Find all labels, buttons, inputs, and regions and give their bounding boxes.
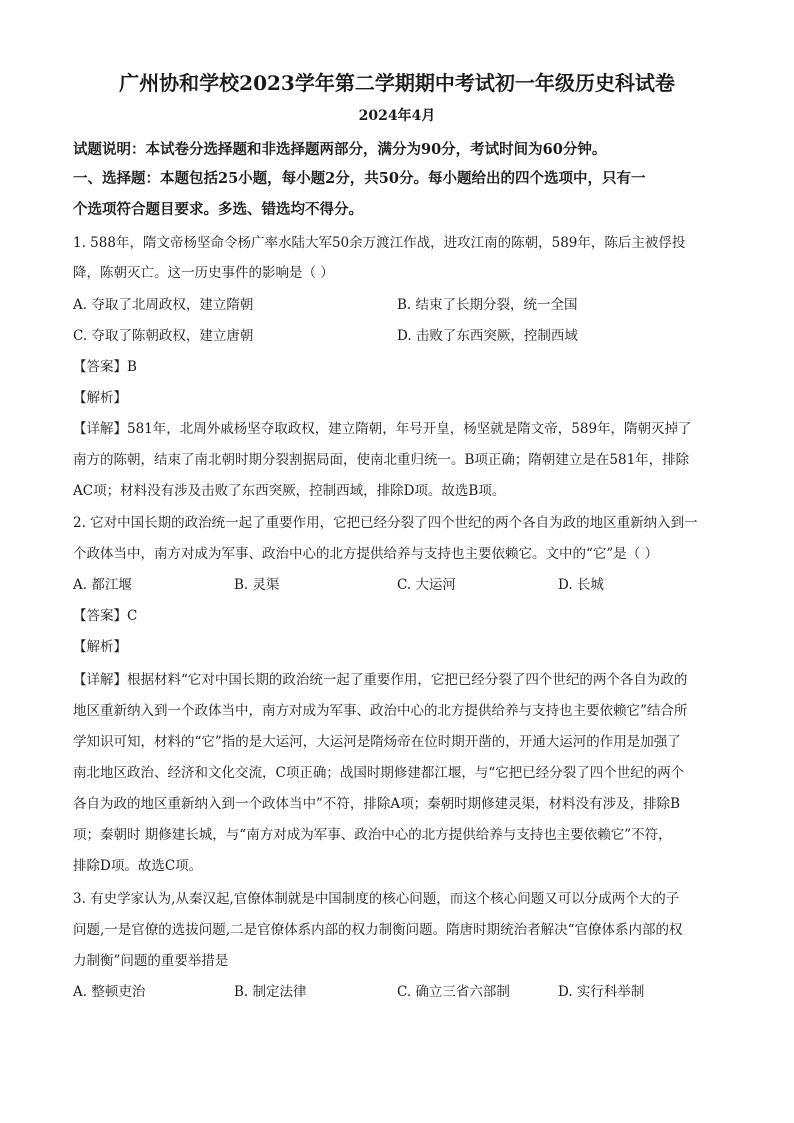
q3-option-a: A. 整顿吏治: [73, 984, 146, 1000]
exam-title: 广州协和学校2023学年第二学期期中考试初一年级历史科试卷: [119, 71, 675, 95]
q1-analysis-label: 【解析】: [73, 390, 127, 406]
q2-detail-line-1: 【详解】根据材料“它对中国长期的政治统一起了重要作用，它把已经分裂了四个世纪的两个各自为政的: [73, 672, 688, 688]
q1-stem-line-2: 降，陈朝灭亡。这一历史事件的影响是（ ）: [73, 265, 334, 281]
q1-option-b: B. 结束了长期分裂，统一全国: [397, 297, 578, 313]
q2-detail-line-6: 项；秦朝时 期修建长城，与“南方对成为军事、政治中心的北方提供给养与支持也主要依赖它”不符，: [73, 827, 672, 843]
q2-stem-line-1: 2. 它对中国长期的政治统一起了重要作用，它把已经分裂了四个世纪的两个各自为政的地区重新纳入到一: [73, 515, 698, 531]
q2-option-b: B. 灵渠: [234, 577, 280, 593]
q1-detail-line-3: AC项；材料没有涉及击败了东西突厥，控制西域，排除D项。故选B项。: [73, 483, 506, 499]
q1-detail-line-2: 南方的陈朝，结束了南北朝时期分裂割据局面，使南北重归统一。B项正确；隋朝建立是在581年，排除: [73, 452, 690, 468]
q1-option-c: C. 夺取了陈朝政权，建立唐朝: [73, 328, 254, 344]
q2-option-a: A. 都江堰: [73, 577, 132, 593]
q3-option-b: B. 制定法律: [234, 984, 307, 1000]
q1-option-d: D. 击败了东西突厥，控制西域: [397, 328, 578, 344]
q3-stem-line-3: 力制衡”问题的重要举措是: [73, 953, 229, 969]
q2-analysis-label: 【解析】: [73, 639, 127, 655]
q2-detail-line-3: 学知识可知，材料的“它”指的是大运河，大运河是隋炀帝在位时期开凿的，开通大运河的作用是加强了: [73, 734, 681, 750]
exam-date: 2024年4月: [358, 108, 436, 124]
q1-answer: 【答案】B: [73, 359, 137, 375]
q2-stem-line-2: 个政体当中，南方对成为军事、政治中心的北方提供给养与支持也主要依赖它。文中的“它”是（ ）: [73, 546, 659, 562]
q2-answer: 【答案】C: [73, 608, 138, 624]
q1-option-a: A. 夺取了北周政权，建立隋朝: [73, 297, 254, 313]
q3-stem-line-1: 3. 有史学家认为,从秦汉起,官僚体制就是中国制度的核心问题，而这个核心问题又可以分成两个大的子: [73, 891, 680, 907]
q2-detail-line-5: 各自为政的地区重新纳入到一个政体当中”不符，排除A项；秦朝时期修建灵渠，材料没有涉及，排除B: [73, 796, 681, 812]
q2-detail-line-4: 南北地区政治、经济和文化交流，C项正确；战国时期修建都江堰，与“它把已经分裂了四个世纪的两个: [73, 765, 685, 781]
exam-instructions: 试题说明：本试卷分选择题和非选择题两部分，满分为90分，考试时间为60分钟。: [73, 141, 607, 158]
q1-stem-line-1: 1. 588年，隋文帝杨坚命令杨广率水陆大军50余万渡江作战，进攻江南的陈朝，589年，陈后主被俘投: [73, 235, 686, 251]
q3-stem-line-2: 问题,一是官僚的选拔问题,二是官僚体系内部的权力制衡问题。隋唐时期统治者解决“官僚体系内部的权: [73, 922, 683, 938]
q3-option-d: D. 实行科举制: [558, 984, 645, 1000]
q1-detail-line-1: 【详解】581年，北周外戚杨坚夺取政权，建立隋朝，年号开皇，杨坚就是隋文帝，589年，隋朝灭掉了: [73, 421, 692, 437]
q2-detail-line-7: 排除D项。故选C项。: [73, 858, 203, 874]
q3-option-c: C. 确立三省六部制: [397, 984, 510, 1000]
q2-option-d: D. 长城: [558, 577, 604, 593]
q2-option-c: C. 大运河: [397, 577, 456, 593]
section-heading-line-1: 一、选择题：本题包括25小题，每小题2分，共50分。每小题给出的四个选项中，只有一: [73, 170, 646, 187]
section-heading-line-2: 个选项符合题目要求。多选、错选均不得分。: [73, 201, 363, 218]
q2-detail-line-2: 地区重新纳入到一个政体当中，南方对成为军事、政治中心的北方提供给养与支持也主要依赖它”结合所: [73, 703, 688, 719]
